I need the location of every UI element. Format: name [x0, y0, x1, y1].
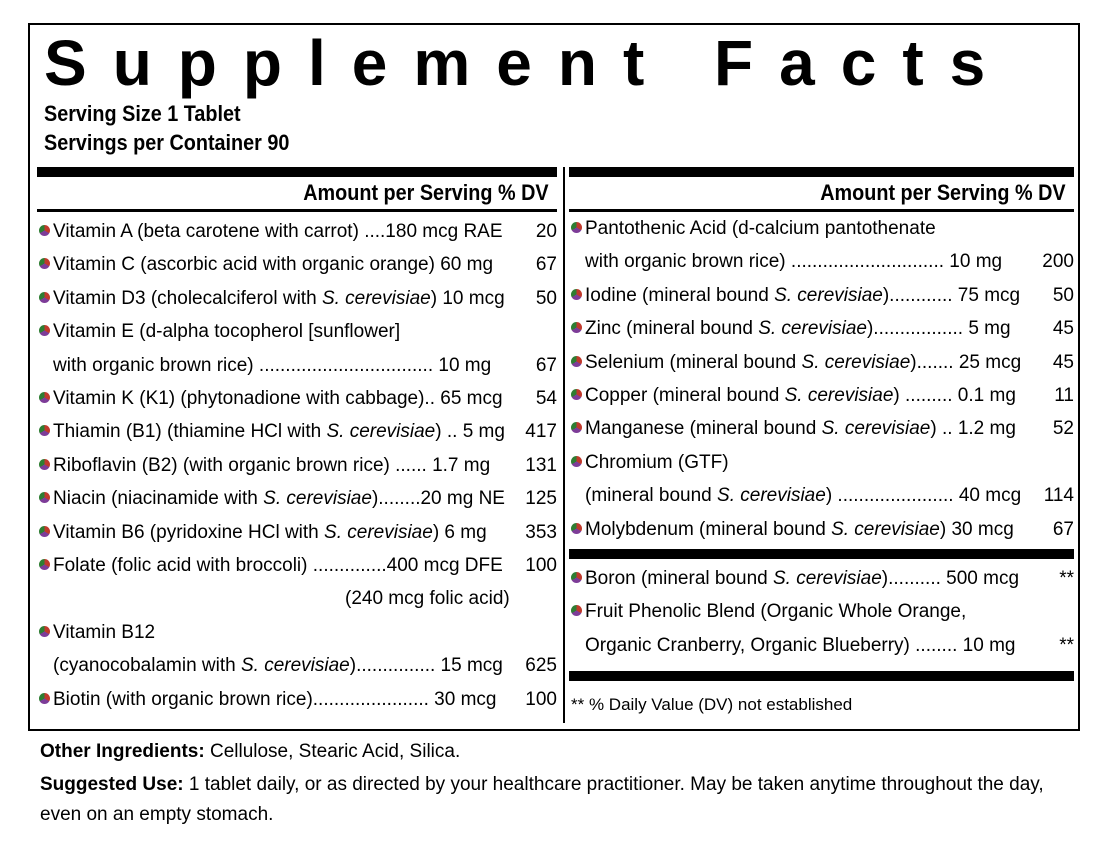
- nutrient-text-part: Pantothenic Acid (d-calcium pantothenate: [585, 218, 936, 239]
- nutrient-text-part: Manganese (mineral bound: [585, 418, 822, 440]
- tricolor-dot-icon: [571, 595, 582, 628]
- nutrient-source-italic: S. cerevisiae: [773, 568, 882, 589]
- nutrient-dv: 67: [535, 354, 557, 376]
- left-column: [37, 167, 557, 732]
- suggested-use-continued: even on an empty stomach.: [40, 804, 274, 825]
- nutrient-text-part: Thiamin (B1) (thiamine HCl with: [53, 421, 327, 443]
- nutrient-dv: 417: [525, 421, 557, 443]
- other-ingredients-label: Other Ingredients:: [40, 741, 205, 762]
- nutrient-text-part: Vitamin C (ascorbic acid with organic orange) 60 mg: [53, 254, 494, 276]
- nutrient-text-part: Vitamin K (K1) (phytonadione with cabbage).. 65 mcg: [53, 388, 503, 409]
- nutrient-text-part: Niacin (niacinamide with: [53, 488, 264, 510]
- nutrient-text: [585, 346, 1021, 379]
- nutrient-text-part: Iodine (mineral bound: [585, 284, 775, 306]
- nutrient-text: [53, 549, 503, 582]
- nutrient-row: [37, 215, 557, 248]
- suggested-use-text: 1 tablet daily, or as directed by your healthcare practitioner. May be taken anytime throughout the day,: [183, 774, 1044, 795]
- nutrient-text: [585, 479, 1021, 512]
- serving-size: Serving Size 1 Tablet: [44, 101, 241, 126]
- nutrient-text-part: ) .. 5 mg: [435, 421, 505, 443]
- tricolor-dot-icon: [571, 446, 582, 479]
- nutrient-row: [37, 415, 557, 448]
- tricolor-dot-icon: [571, 279, 582, 312]
- nutrient-text-part: Vitamin A (beta carotene with carrot) ....180 mcg RAE: [53, 221, 503, 242]
- nutrient-row: [569, 346, 1074, 379]
- dv-footnote: [569, 688, 1074, 721]
- nutrient-text: [53, 382, 503, 415]
- nutrient-dv: **: [1059, 568, 1074, 589]
- nutrient-text-part: Vitamin B12: [53, 621, 156, 643]
- nutrient-text: [585, 513, 1014, 546]
- supplement-facts-panel: [28, 23, 1080, 731]
- tricolor-dot-icon: [571, 513, 582, 546]
- other-ingredients: [40, 736, 460, 768]
- left-column-header: [37, 177, 557, 209]
- nutrient-dv: 11: [1054, 385, 1074, 406]
- right-column: [569, 167, 1074, 732]
- nutrient-source-italic: S. cerevisiae: [774, 284, 883, 306]
- nutrient-dv: 125: [525, 488, 557, 510]
- dv-footnote-text: ** % Daily Value (DV) not established: [571, 695, 853, 714]
- nutrient-source-italic: S. cerevisiae: [831, 518, 940, 540]
- nutrient-row: [569, 562, 1074, 595]
- nutrient-dv: 200: [1042, 251, 1074, 273]
- nutrient-row: [37, 349, 557, 382]
- nutrient-row: [569, 379, 1074, 412]
- nutrient-row: [569, 595, 1074, 628]
- nutrient-source-italic: S. cerevisiae: [717, 485, 826, 507]
- nutrient-text: [585, 446, 729, 479]
- section-divider-bar: [569, 549, 1074, 559]
- tricolor-dot-icon: [571, 379, 582, 412]
- nutrient-dv: 100: [525, 555, 557, 576]
- nutrient-text: [585, 562, 1019, 595]
- nutrient-text: [53, 282, 505, 315]
- nutrient-text-part: Vitamin B6 (pyridoxine HCl with: [53, 521, 325, 543]
- nutrient-dv: 67: [1052, 518, 1074, 540]
- nutrient-dv: 353: [525, 521, 557, 543]
- nutrient-dv: 67: [535, 254, 557, 276]
- nutrient-text-part: with organic brown rice) ................................. 10 mg: [53, 354, 492, 376]
- nutrient-note: (240 mcg folic acid): [345, 588, 510, 610]
- nutrient-dv: 100: [525, 688, 557, 710]
- tricolor-dot-icon: [39, 616, 50, 649]
- tricolor-dot-icon: [571, 312, 582, 345]
- tricolor-dot-icon: [571, 562, 582, 595]
- nutrient-row: [569, 446, 1074, 479]
- nutrient-text-part: Molybdenum (mineral bound: [585, 518, 832, 540]
- tricolor-dot-icon: [39, 683, 50, 716]
- nutrient-dv: 20: [535, 221, 557, 242]
- footer-divider-bar: [569, 671, 1074, 681]
- nutrient-dv: 131: [525, 454, 557, 476]
- nutrient-text-part: Boron (mineral bound: [585, 568, 773, 589]
- nutrient-source-italic: S. cerevisiae: [801, 351, 911, 373]
- nutrient-text: [53, 248, 493, 281]
- nutrient-text: [585, 279, 1020, 312]
- nutrient-row: [569, 629, 1074, 662]
- nutrient-source-italic: S. cerevisiae: [240, 655, 350, 677]
- nutrient-row: [569, 312, 1074, 345]
- tricolor-dot-icon: [39, 482, 50, 515]
- nutrient-text-part: )................. 5 mg: [866, 318, 1011, 340]
- nutrient-text-part: )............ 75 mcg: [882, 284, 1021, 306]
- nutrient-text-part: Copper (mineral bound: [585, 385, 785, 406]
- nutrient-row: [569, 212, 1074, 245]
- nutrient-text: [53, 683, 497, 716]
- nutrient-row: [37, 282, 557, 315]
- nutrient-row: [37, 315, 557, 348]
- nutrient-text-part: ).......... 500 mcg: [881, 568, 1020, 589]
- nutrient-text-part: (mineral bound: [585, 485, 718, 507]
- tricolor-dot-icon: [39, 415, 50, 448]
- nutrient-text-part: Vitamin E (d-alpha tocopherol [sunflower]: [53, 321, 401, 343]
- nutrient-source-italic: S. cerevisiae: [324, 521, 433, 543]
- nutrient-row: [37, 248, 557, 281]
- nutrient-source-italic: S. cerevisiae: [321, 287, 431, 309]
- tricolor-dot-icon: [39, 516, 50, 549]
- nutrient-text-part: Riboflavin (B2) (with organic brown rice) ...... 1.7 mg: [53, 454, 491, 476]
- left-header-bar: [37, 167, 557, 177]
- nutrient-text: [53, 649, 503, 682]
- tricolor-dot-icon: [571, 212, 582, 245]
- nutrient-text: [585, 595, 966, 628]
- nutrient-text-part: )....... 25 mcg: [910, 351, 1022, 373]
- nutrient-text-part: ) 30 mcg: [939, 518, 1014, 540]
- suggested-use: [40, 769, 1044, 801]
- nutrient-text: [53, 449, 490, 482]
- right-nutrient-list: [569, 212, 1074, 732]
- tricolor-dot-icon: [571, 346, 582, 379]
- nutrient-source-italic: S. cerevisiae: [758, 318, 867, 340]
- nutrient-dv: 52: [1052, 418, 1074, 440]
- nutrient-dv: 50: [1052, 284, 1074, 306]
- nutrient-text: [585, 312, 1011, 345]
- right-header-bar: [569, 167, 1074, 177]
- right-column-header-text: Amount per Serving % DV: [820, 180, 1066, 205]
- nutrient-text: [53, 415, 505, 448]
- nutrient-text: [585, 412, 1016, 445]
- tricolor-dot-icon: [571, 412, 582, 445]
- other-ingredients-text: Cellulose, Stearic Acid, Silica.: [204, 741, 461, 762]
- nutrient-text: [53, 315, 400, 348]
- nutrient-text: [585, 212, 936, 245]
- tricolor-dot-icon: [39, 282, 50, 315]
- nutrient-text-part: )............... 15 mcg: [349, 655, 503, 677]
- nutrient-source-italic: S. cerevisiae: [821, 418, 931, 440]
- nutrient-row: [37, 616, 557, 649]
- nutrient-row: [37, 449, 557, 482]
- nutrient-text: [53, 215, 503, 248]
- right-column-header: [569, 177, 1074, 209]
- nutrient-text: [585, 245, 1002, 278]
- nutrient-dv: 54: [535, 388, 557, 409]
- tricolor-dot-icon: [39, 215, 50, 248]
- nutrient-text-part: ) .. 1.2 mg: [930, 418, 1016, 440]
- servings-per-container: Servings per Container 90: [44, 130, 290, 155]
- nutrient-row: [37, 582, 557, 615]
- tricolor-dot-icon: [39, 248, 50, 281]
- nutrient-text: [585, 629, 1015, 662]
- left-column-header-text: Amount per Serving % DV: [303, 180, 549, 205]
- nutrient-text-part: Folate (folic acid with broccoli) ..............400 mcg DFE: [53, 555, 503, 576]
- nutrient-source-italic: S. cerevisiae: [263, 488, 372, 510]
- nutrient-source-italic: S. cerevisiae: [784, 385, 894, 406]
- nutrient-dv: 45: [1052, 318, 1074, 340]
- nutrient-dv: 114: [1043, 485, 1074, 507]
- nutrient-row: [37, 482, 557, 515]
- nutrient-text: [53, 516, 487, 549]
- tricolor-dot-icon: [39, 549, 50, 582]
- nutrient-row: [569, 513, 1074, 546]
- left-nutrient-list: [37, 212, 557, 732]
- nutrient-dv: **: [1059, 634, 1074, 656]
- nutrient-text-part: )........20 mg NE: [371, 488, 505, 510]
- tricolor-dot-icon: [39, 382, 50, 415]
- nutrient-text-part: Selenium (mineral bound: [585, 351, 802, 373]
- nutrient-row: [37, 549, 557, 582]
- nutrient-text-part: ) ......... 0.1 mg: [893, 385, 1016, 406]
- nutrient-row: [37, 516, 557, 549]
- nutrient-text-part: Organic Cranberry, Organic Blueberry) ........ 10 mg: [585, 634, 1016, 656]
- nutrient-text: [53, 482, 505, 515]
- column-divider: [563, 167, 565, 723]
- nutrient-text: [53, 349, 491, 382]
- suggested-use-label: Suggested Use:: [40, 774, 184, 795]
- nutrient-dv: 50: [535, 287, 557, 309]
- nutrient-text: [585, 379, 1016, 412]
- nutrient-text-part: (cyanocobalamin with: [53, 655, 241, 677]
- tricolor-dot-icon: [39, 449, 50, 482]
- nutrient-row: [569, 245, 1074, 278]
- nutrient-dv: 45: [1052, 351, 1074, 373]
- nutrient-row: [569, 279, 1074, 312]
- nutrient-row: [569, 412, 1074, 445]
- nutrient-row: [37, 649, 557, 682]
- nutrient-text-part: ) 6 mg: [432, 521, 487, 543]
- nutrient-text-part: with organic brown rice) ............................. 10 mg: [585, 251, 1003, 273]
- nutrient-text: [53, 616, 155, 649]
- nutrient-text-part: Chromium (GTF): [585, 451, 729, 473]
- nutrient-text-part: Biotin (with organic brown rice)...................... 30 mcg: [53, 688, 497, 710]
- nutrient-text-part: Zinc (mineral bound: [585, 318, 759, 340]
- nutrient-text-part: ) ...................... 40 mcg: [825, 485, 1022, 507]
- nutrient-source-italic: S. cerevisiae: [326, 421, 436, 443]
- nutrient-text-part: ) 10 mcg: [430, 287, 505, 309]
- panel-title: Supplement Facts: [44, 27, 1012, 99]
- nutrient-text-part: Vitamin D3 (cholecalciferol with: [53, 287, 322, 309]
- nutrient-row: [37, 382, 557, 415]
- tricolor-dot-icon: [39, 315, 50, 348]
- nutrient-dv: 625: [525, 655, 557, 677]
- nutrient-row: [569, 479, 1074, 512]
- nutrient-row: [37, 683, 557, 716]
- nutrient-text-part: Fruit Phenolic Blend (Organic Whole Orange,: [585, 601, 967, 623]
